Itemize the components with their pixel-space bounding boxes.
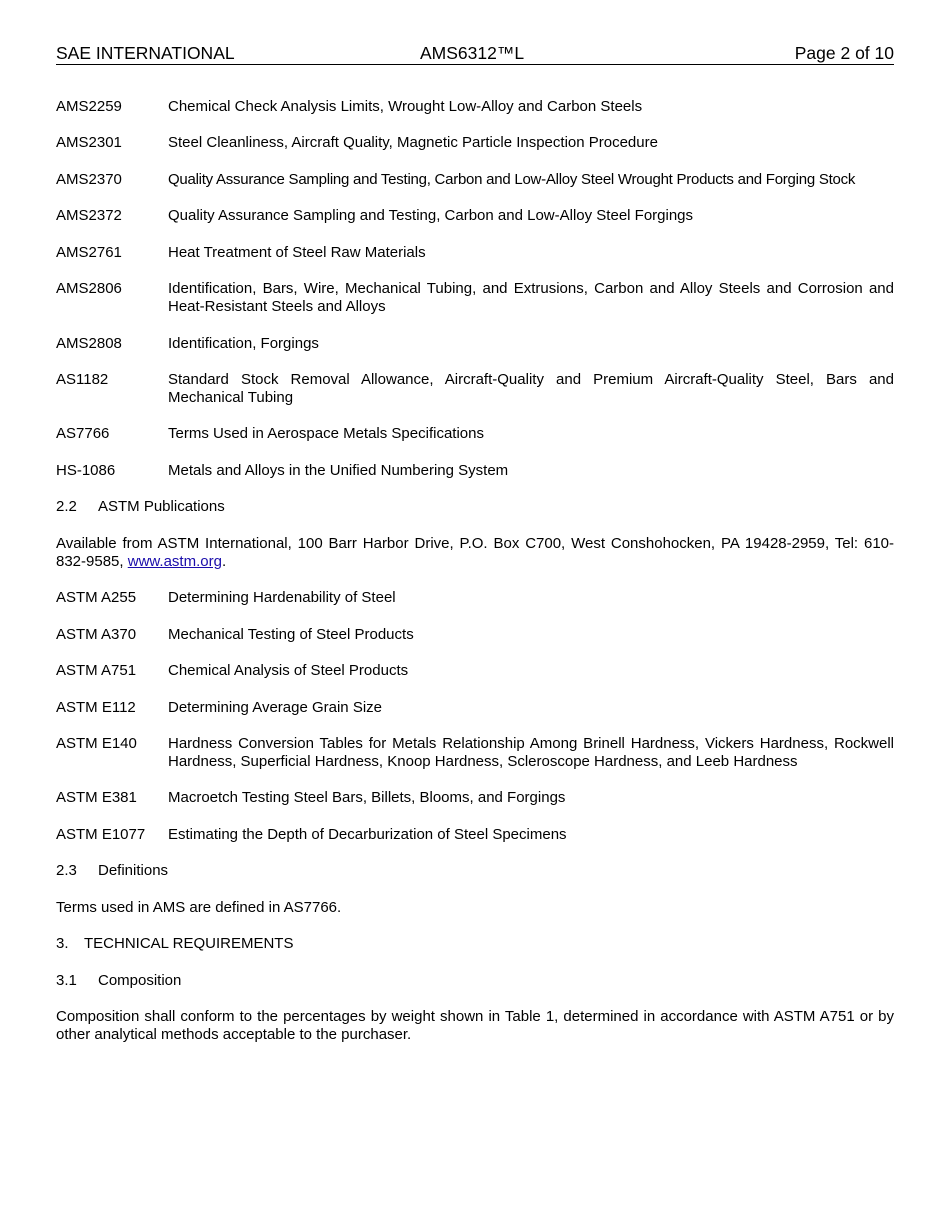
- reference-title: Determining Hardenability of Steel: [168, 589, 396, 606]
- reference-code: ASTM E381: [56, 789, 137, 806]
- reference-item: [56, 134, 894, 152]
- reference-title: Terms Used in Aerospace Metals Specifications: [168, 425, 484, 442]
- reference-item: [56, 335, 894, 353]
- reference-code: ASTM E140: [56, 735, 137, 752]
- reference-code: ASTM A255: [56, 589, 137, 606]
- section-heading-technical-requirements: [56, 935, 894, 953]
- reference-item: [56, 826, 894, 844]
- reference-item: [56, 789, 894, 807]
- reference-title: Macroetch Testing Steel Bars, Billets, Blooms, and Forgings: [168, 789, 566, 806]
- reference-title: Quality Assurance Sampling and Testing, Carbon and Low-Alloy Steel Forgings: [168, 207, 694, 224]
- reference-title: Identification, Bars, Wire, Mechanical Tubing, and Extrusions, Carbon and Alloy Steels and Corrosion and Heat-Resistant Steels and Alloys: [168, 280, 894, 315]
- section-heading-definitions: [56, 862, 894, 880]
- availability-trailing: .: [221, 553, 227, 570]
- reference-code: ASTM E1077: [56, 826, 146, 843]
- reference-item: [56, 280, 894, 316]
- reference-item: [56, 699, 894, 717]
- reference-title: Standard Stock Removal Allowance, Aircraft-Quality and Premium Aircraft-Quality Steel, Bars and Mechanical Tubing: [168, 371, 894, 406]
- section-number: 3.1: [56, 972, 77, 989]
- reference-item: [56, 425, 894, 443]
- reference-code: AMS2806: [56, 280, 122, 297]
- section-number: 2.3: [56, 862, 77, 879]
- reference-code: ASTM A751: [56, 662, 137, 679]
- reference-title: Determining Average Grain Size: [168, 699, 382, 716]
- astm-website-link[interactable]: www.astm.org: [127, 553, 222, 570]
- reference-code: AMS2808: [56, 335, 122, 352]
- reference-title: Identification, Forgings: [168, 335, 319, 352]
- section-number: 2.2: [56, 498, 77, 515]
- reference-title: Estimating the Depth of Decarburization of Steel Specimens: [168, 826, 567, 843]
- header-page-number: Page 2 of 10: [794, 43, 894, 63]
- composition-paragraph: Composition shall conform to the percentages by weight shown in Table 1, determined in accordance with ASTM A751 or by other analytical methods acceptable to the purchaser.: [56, 1008, 894, 1043]
- astm-availability-paragraph: [56, 535, 894, 571]
- page-header: [56, 43, 894, 65]
- reference-item: [56, 171, 894, 189]
- reference-code: AMS2372: [56, 207, 122, 224]
- section-heading-astm: [56, 498, 894, 516]
- reference-item: [56, 626, 894, 644]
- definitions-paragraph: Terms used in AMS are defined in AS7766.: [56, 899, 342, 916]
- header-document-number: AMS6312™L: [420, 43, 525, 63]
- reference-item: [56, 207, 894, 225]
- header-organization: SAE INTERNATIONAL: [56, 43, 235, 63]
- reference-item: [56, 589, 894, 607]
- reference-code: AMS2301: [56, 134, 122, 151]
- section-title: Definitions: [98, 862, 169, 879]
- reference-code: AMS2761: [56, 244, 122, 261]
- section-title: TECHNICAL REQUIREMENTS: [84, 935, 294, 952]
- reference-item: [56, 98, 894, 116]
- reference-title: Chemical Check Analysis Limits, Wrought Low-Alloy and Carbon Steels: [168, 98, 643, 115]
- reference-item: [56, 662, 894, 680]
- availability-text: Available from ASTM International, 100 Barr Harbor Drive, P.O. Box C700, West Conshohocken, PA 19428-2959, Tel: 610-832-9585,: [56, 535, 894, 570]
- section-heading-composition: [56, 972, 894, 990]
- reference-item: [56, 244, 894, 262]
- reference-title: Heat Treatment of Steel Raw Materials: [168, 244, 426, 261]
- reference-title: Hardness Conversion Tables for Metals Relationship Among Brinell Hardness, Vickers Hardness, Rockwell Hardness, Superficial Hardness, Knoop Hardness, Scleroscope Hardness, and Leeb Hardness: [168, 735, 894, 770]
- reference-title: Chemical Analysis of Steel Products: [168, 662, 409, 679]
- reference-code: ASTM A370: [56, 626, 137, 643]
- reference-item: [56, 735, 894, 771]
- reference-code: AMS2370: [56, 171, 122, 188]
- section-title: ASTM Publications: [98, 498, 225, 515]
- reference-title: Steel Cleanliness, Aircraft Quality, Magnetic Particle Inspection Procedure: [168, 134, 658, 151]
- reference-item: [56, 371, 894, 407]
- reference-item: [56, 462, 894, 480]
- reference-code: AMS2259: [56, 98, 122, 115]
- reference-title: Metals and Alloys in the Unified Numbering System: [168, 462, 509, 479]
- reference-code: AS1182: [56, 371, 109, 388]
- reference-code: HS-1086: [56, 462, 116, 479]
- reference-code: ASTM E112: [56, 699, 136, 716]
- reference-title: Quality Assurance Sampling and Testing, Carbon and Low-Alloy Steel Wrought Products and Forging Stock: [168, 171, 856, 188]
- reference-title: Mechanical Testing of Steel Products: [168, 626, 414, 643]
- reference-code: AS7766: [56, 425, 110, 442]
- section-number: 3.: [56, 935, 69, 952]
- section-title: Composition: [98, 972, 182, 989]
